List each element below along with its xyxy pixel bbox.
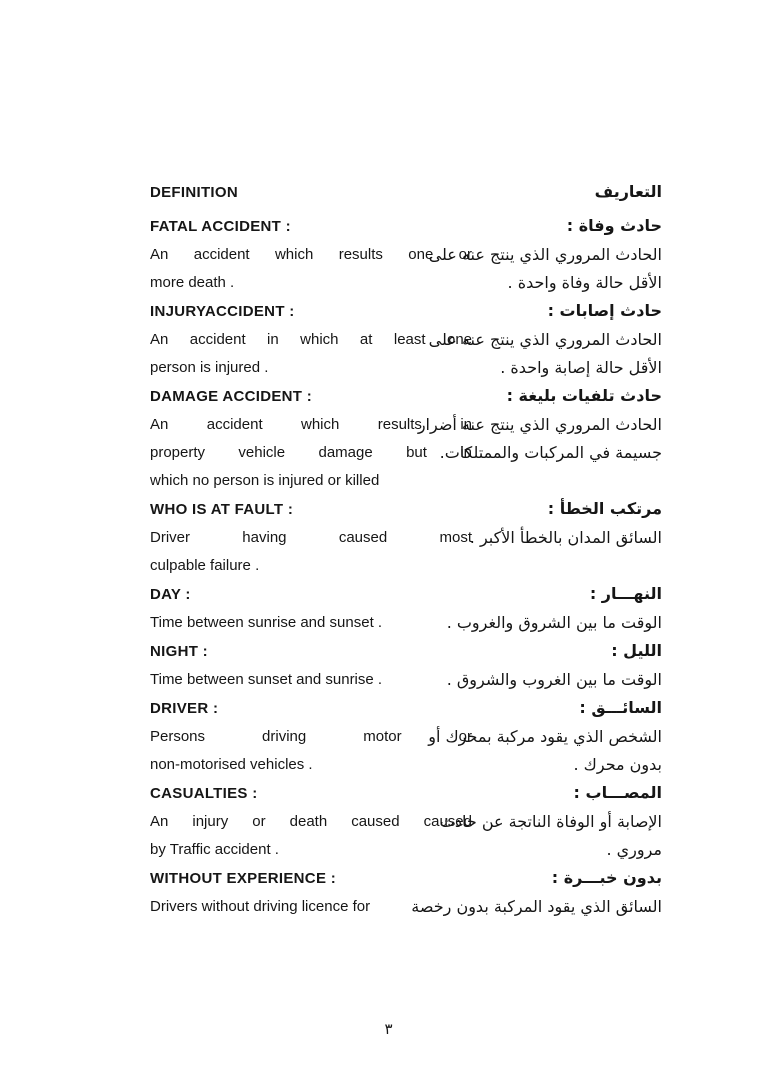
term-arabic: مرتكب الخطأ : bbox=[547, 499, 662, 518]
definition-line: An accident which results one or bbox=[150, 246, 472, 263]
page-title-english: DEFINITION bbox=[150, 184, 238, 201]
definition-line: Time between sunset and sunrise . bbox=[150, 671, 383, 688]
definition-english bbox=[150, 723, 472, 779]
term-arabic: الليل : bbox=[611, 641, 662, 660]
definition-line-ar: السائق المدان بالخطأ الأكبر . bbox=[469, 528, 662, 547]
page-title-arabic: التعاريف bbox=[594, 182, 662, 201]
entry-who-is-at-fault bbox=[150, 495, 662, 580]
definition-body bbox=[150, 893, 662, 921]
definition-line-ar: الحادث المروري الذي ينتج عنه على bbox=[428, 330, 662, 349]
definition-line: An accident which results in bbox=[150, 416, 472, 433]
definition-body bbox=[150, 411, 662, 495]
definition-arabic bbox=[417, 411, 662, 467]
definition-arabic bbox=[439, 808, 662, 864]
definition-body bbox=[150, 808, 662, 864]
term-english: INJURYACCIDENT : bbox=[150, 303, 295, 320]
term-arabic: حادث وفاة : bbox=[566, 216, 662, 235]
definition-line-ar: الأقل حالة وفاة واحدة . bbox=[507, 273, 662, 292]
definition-body bbox=[150, 666, 662, 694]
entry-night bbox=[150, 637, 662, 694]
term-english: WITHOUT EXPERIENCE : bbox=[150, 870, 337, 887]
definition-line: more death . bbox=[150, 274, 235, 291]
term-arabic: حادث إصابات : bbox=[547, 301, 662, 320]
definition-line: Time between sunrise and sunset . bbox=[150, 614, 383, 631]
definition-line: which no person is injured or killed bbox=[150, 472, 380, 489]
page-title-row bbox=[150, 178, 662, 207]
definition-line: culpable failure . bbox=[150, 557, 260, 574]
term-english: CASUALTIES : bbox=[150, 785, 258, 802]
document-page bbox=[150, 178, 662, 921]
page-number: ٣ bbox=[384, 1020, 393, 1038]
definition-english bbox=[150, 609, 472, 637]
definition-line-ar: جسيمة في المركبات والممتلكات. bbox=[439, 443, 662, 462]
definition-arabic bbox=[469, 524, 662, 552]
definition-line-ar: الشخص الذي يقود مركبة بمحرك أو bbox=[428, 727, 662, 746]
definition-body bbox=[150, 609, 662, 637]
entry-casualties bbox=[150, 779, 662, 864]
term-english: DAY : bbox=[150, 586, 191, 603]
definition-arabic bbox=[446, 609, 662, 637]
definition-body bbox=[150, 524, 662, 580]
term-arabic: بدون خبـــرة : bbox=[551, 868, 662, 887]
term-english: FATAL ACCIDENT : bbox=[150, 218, 291, 235]
definition-body bbox=[150, 241, 662, 297]
entry-fatal-accident bbox=[150, 212, 662, 297]
term-english: DAMAGE ACCIDENT : bbox=[150, 388, 313, 405]
term-english: DRIVER : bbox=[150, 700, 219, 717]
term-row bbox=[150, 779, 662, 808]
definition-arabic bbox=[446, 666, 662, 694]
definition-arabic bbox=[428, 326, 662, 382]
definition-english bbox=[150, 326, 472, 382]
definition-line: person is injured . bbox=[150, 359, 269, 376]
definition-line-ar: السائق الذي يقود المركبة بدون رخصة bbox=[411, 897, 662, 916]
definition-line: non-motorised vehicles . bbox=[150, 756, 313, 773]
term-arabic: النهـــار : bbox=[589, 584, 662, 603]
definition-line: An injury or death caused caused bbox=[150, 813, 472, 830]
definition-line-ar: الأقل حالة إصابة واحدة . bbox=[500, 358, 662, 377]
entry-injury-accident bbox=[150, 297, 662, 382]
entry-damage-accident bbox=[150, 382, 662, 495]
definition-english bbox=[150, 241, 472, 297]
term-english: NIGHT : bbox=[150, 643, 208, 660]
definition-arabic bbox=[428, 241, 662, 297]
definition-arabic bbox=[428, 723, 662, 779]
definition-body bbox=[150, 723, 662, 779]
term-row bbox=[150, 580, 662, 609]
term-row bbox=[150, 212, 662, 241]
definition-english bbox=[150, 666, 472, 694]
definition-line: Driver having caused most bbox=[150, 529, 472, 546]
term-arabic: حادث تلفيات بليغة : bbox=[506, 386, 662, 405]
definition-english bbox=[150, 524, 472, 580]
definition-line: Persons driving motor or bbox=[150, 728, 472, 745]
definition-line-ar: الوقت ما بين الشروق والغروب . bbox=[446, 613, 662, 632]
definition-line: An accident in which at least one bbox=[150, 331, 472, 348]
term-arabic: السائـــق : bbox=[579, 698, 662, 717]
entry-driver bbox=[150, 694, 662, 779]
definition-body bbox=[150, 326, 662, 382]
term-row bbox=[150, 297, 662, 326]
term-row bbox=[150, 637, 662, 666]
definition-line-ar: الوقت ما بين الغروب والشروق . bbox=[446, 670, 662, 689]
definition-english bbox=[150, 808, 472, 864]
definition-line: Drivers without driving licence for bbox=[150, 898, 371, 915]
term-row bbox=[150, 864, 662, 893]
definition-line: property vehicle damage but in bbox=[150, 444, 472, 461]
definition-line-ar: الحادث المروري الذي ينتج عنه على bbox=[428, 245, 662, 264]
definition-line-ar: الإصابة أو الوفاة الناتجة عن حادث bbox=[439, 812, 662, 831]
term-english: WHO IS AT FAULT : bbox=[150, 501, 294, 518]
term-row bbox=[150, 382, 662, 411]
entry-day bbox=[150, 580, 662, 637]
entry-without-experience bbox=[150, 864, 662, 921]
definition-line-ar: الحادث المروري الذي ينتج عنه أضرار bbox=[417, 415, 662, 434]
definition-line-ar: بدون محرك . bbox=[573, 755, 662, 774]
definition-line: by Traffic accident . bbox=[150, 841, 279, 858]
term-row bbox=[150, 694, 662, 723]
term-arabic: المصـــاب : bbox=[573, 783, 662, 802]
term-row bbox=[150, 495, 662, 524]
definition-line-ar: مروري . bbox=[606, 840, 662, 859]
definition-arabic bbox=[411, 893, 662, 921]
